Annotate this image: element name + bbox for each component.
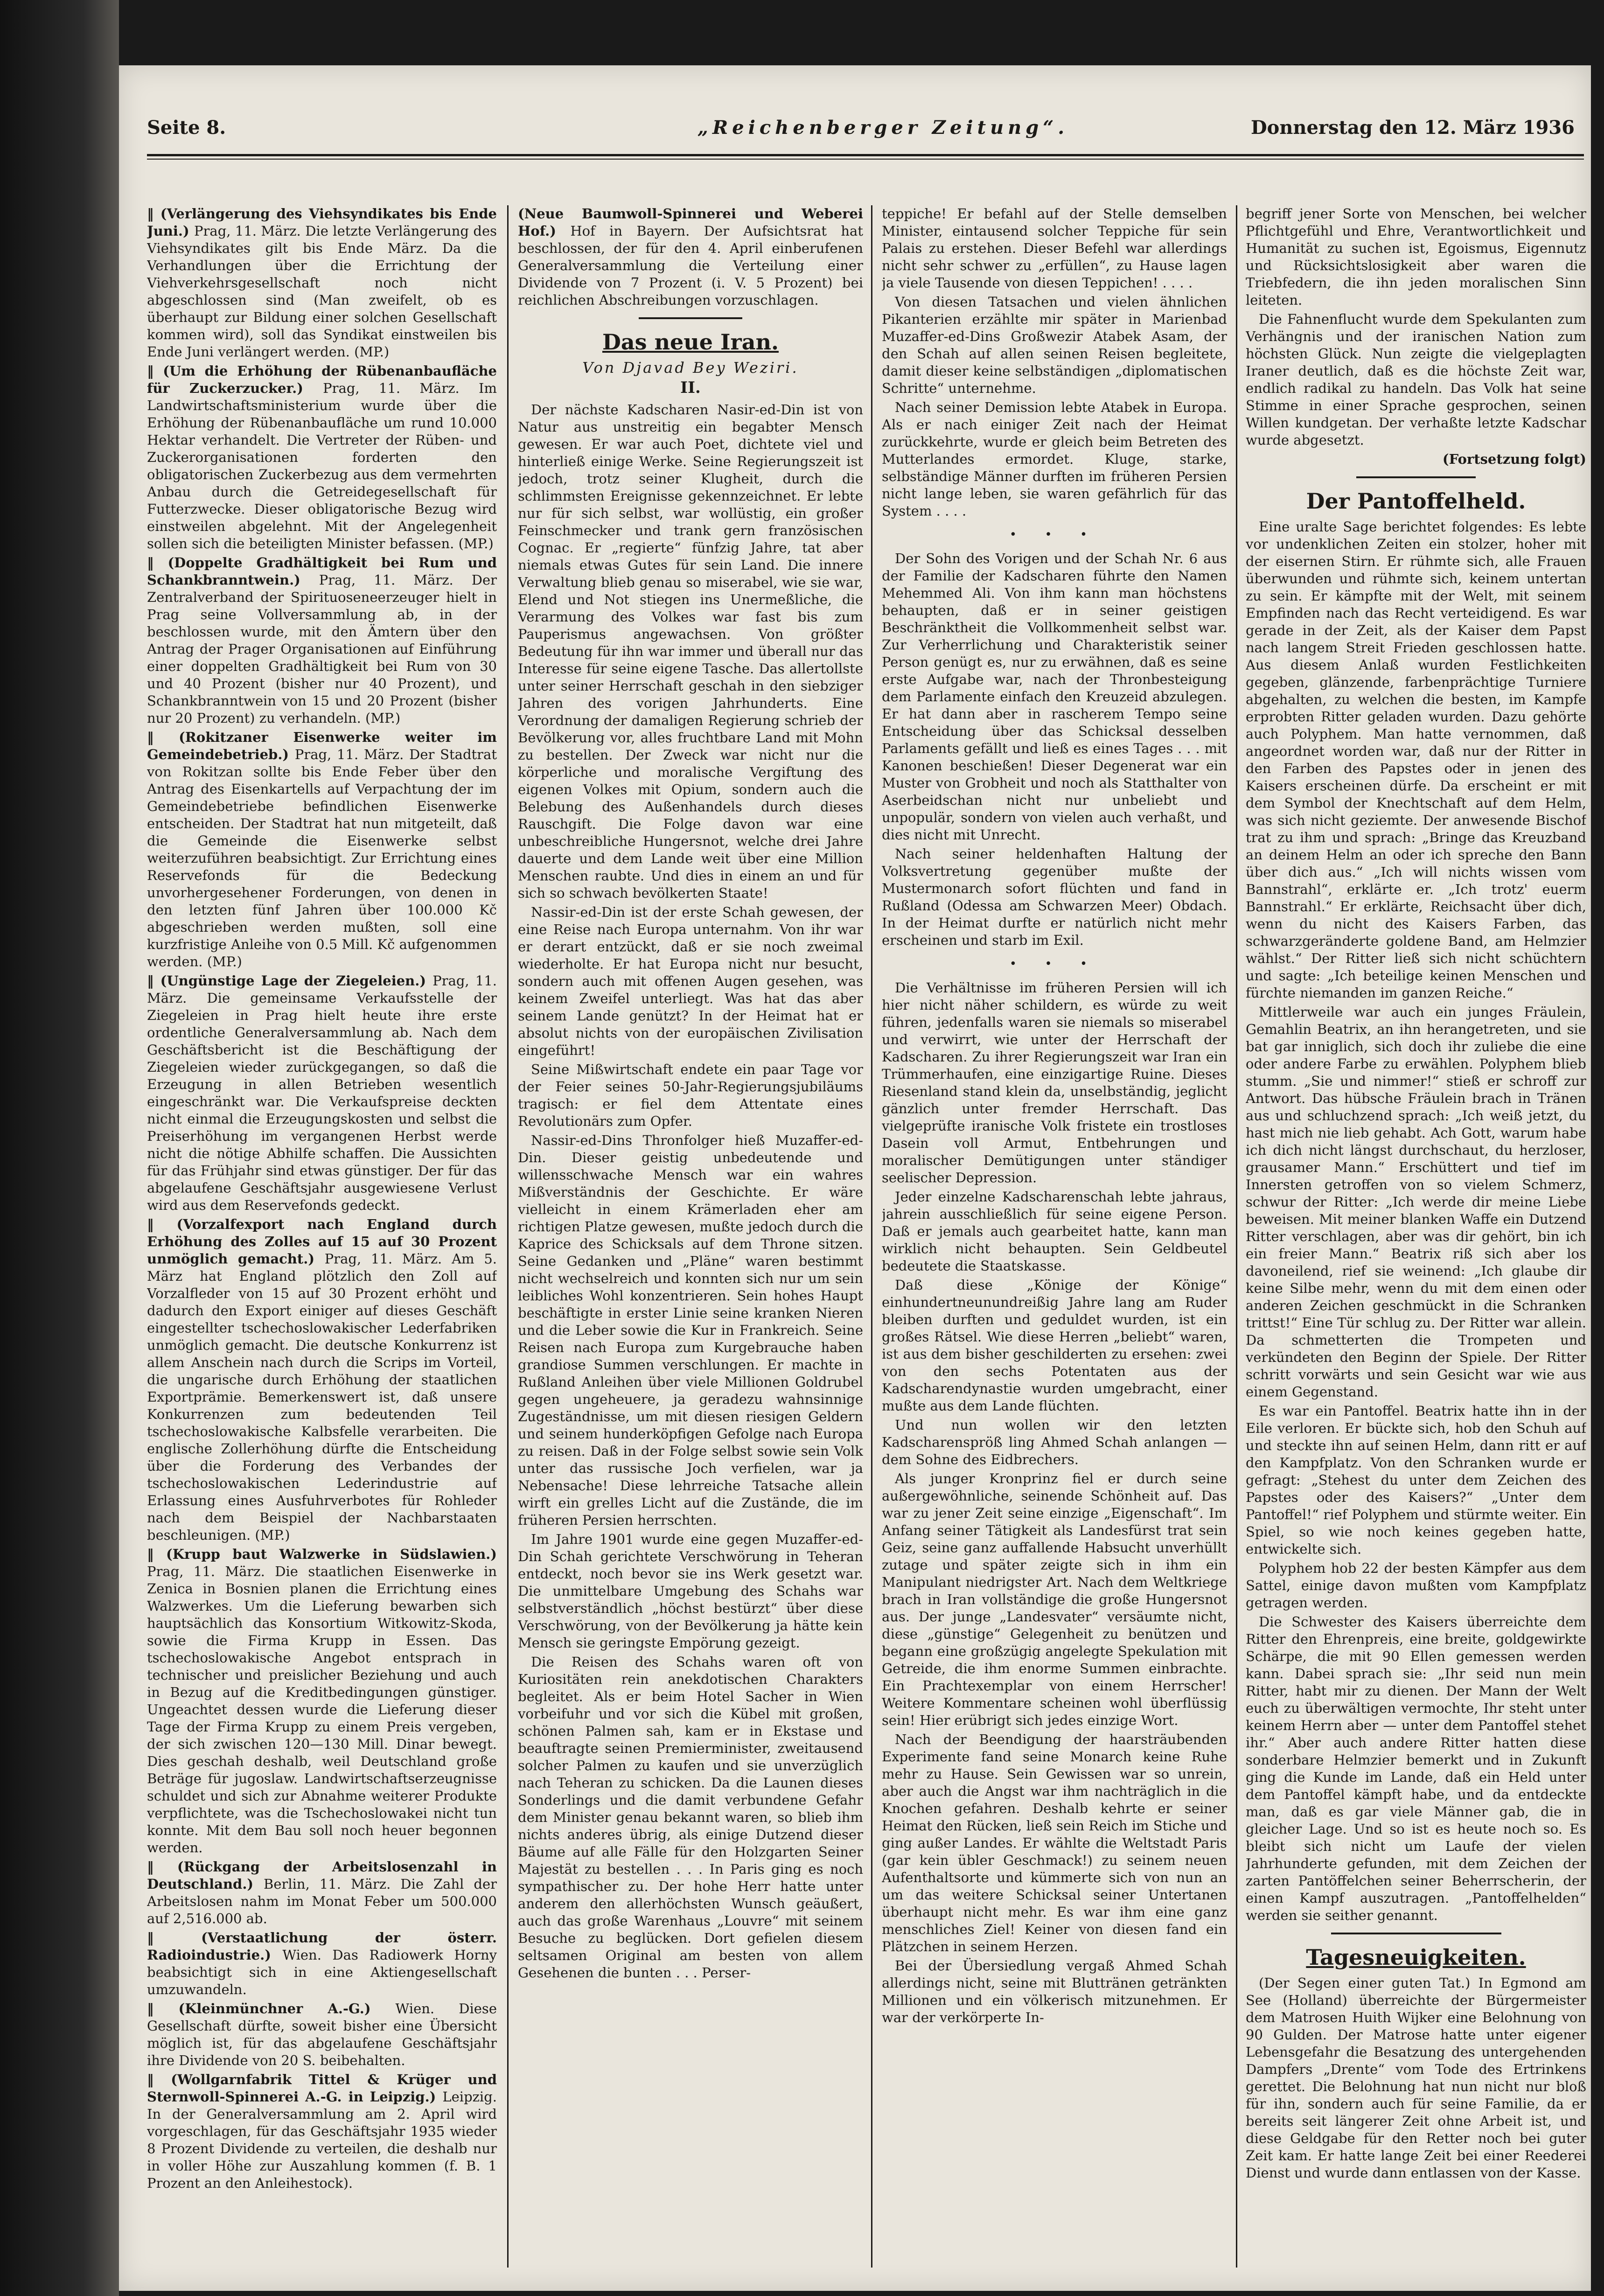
- article-paragraph: Mittlerweile war auch ein junges Fräulein, Gemahlin Beatrix, an ihn herangetreten, und sie bat gar inniglich, sich doch ihr zuliebe die eine oder andere Farbe zu erwählen. Polyphem blieb stumm. „Sie und nimmer!“ stieß er schroff zur Antwort. Das hübsche Fräulein brach in Tränen aus und schluchzend sprach: „Ich weiß jetzt, du hast mich nie lieb gehabt. Ach Gott, warum habe ich dich nicht längst durchschaut, du herzloser, grausamer Mann.“ Erschüttert und tief im Innersten getroffen von so vielem Schmerz, schwur der Ritter: „Ich werde dir meine Liebe beweisen. Mit meiner blanken Waffe ein Dutzend Ritter verschlagen, aber was dir gehört, bin ich ein freier Mann.“ Beatrix riß sich aber los davoneilend, rief sie weinend: „Ich glaube dir keine Silbe mehr, wenn du mit dem einen oder anderen Zeichen geschmückt in die Schranken trittst!“ Eine Tür schlug zu. Der Ritter war allein. Da schmetterten die Trompeten und verkündeten den Beginn der Spiele. Der Ritter schritt vorwärts und sein Gesicht war wie aus einem Gegenstand.: [1246, 1004, 1586, 1400]
- story-title: Der Pantoffelheld.: [1306, 489, 1526, 514]
- news-item-heading: ‖ (Vorzalfexport nach England durch Erhöhung des Zolles auf 15 auf 30 Prozent unmöglich gemacht.): [147, 1216, 497, 1267]
- page-header: [147, 117, 1575, 149]
- article-paragraph: Eine uralte Sage berichtet folgendes: Es lebte vor undenklichen Zeiten ein stolzer, hoher mit der eisernen Stirn. Er rühmte sich, alle Frauen überwunden und rühmte sich, keinem untertan zu sein. Er kämpfte mit der Welt, mit seinem Empfinden nach das Recht verteidigend. Es war gerade in der Zeit, als der Kaiser dem Papst nach langem Streit Frieden geschlossen hatte. Aus diesem Anlaß wurden Festlichkeiten gegeben, glänzende, farbenprächtige Turniere abgehalten, zu welchen die besten, im Kampfe erprobten Ritter geladen wurden. Dazu gehörte auch Polyphem. Man hatte vernommen, daß angeordnet worden war, daß nur der Ritter in den Farben des Papstes oder in jenen des Kaisers erscheinen dürfe. Da erscheint er mit dem Symbol der Knechtschaft auf dem Helm, was sich nicht geziemte. Der anwesende Bischof trat zu ihm und sprach: „Bringe das Kreuzband an deinem Helm an oder ich spreche den Bann über dich aus.“ „Ich will nichts wissen vom Bannstrahl“, erklärte er. „Ich trotz' euerm Bannstrahl.“ Er erklärte, Reichsacht über dich, wenn du nicht des Kaisers Farben, das schwarzgeränderte goldene Band, am Helmzier wählst.“ Der Ritter ließ sich nicht schüchtern und sagte: „Ich beteilige keinen Menschen und fürchte niemanden im ganzen Reiche.“: [1246, 519, 1586, 1001]
- news-item: (Neue Baumwoll-Spinnerei und Weberei Hof.) Hof in Bayern. Der Aufsichtsrat hat beschlossen, der für den 4. April einberufenen Generalversammlung die Verteilung einer Dividende von 7 Prozent (i. V. 5 Prozent) bei reichlichen Abschreibungen vorzuschlagen.: [518, 206, 863, 308]
- news-item: [147, 1546, 497, 1856]
- article-paragraph: Die Reisen des Schahs waren oft von Kuriositäten rein anekdotischen Charakters begleitet. Als er beim Hotel Sacher in Wien vorbeifuhr und vor sich die Kübel mit großen, schönen Palmen sah, kam er in Ekstase und beauftragte seinen Premierminister, zweitausend solcher Palmen zu kaufen und sie unverzüglich nach Teheran zu schicken. Da die Launen dieses Sonderlings und die damit verbundene Gefahr dem Minister genau bekannt waren, so blieb ihm nichts anderes übrig, als einige Dutzend dieser Bäume auf alle Fälle für den Holzgarten Seiner Majestät zu bestellen . . . In Paris ging es noch sympathischer zu. Der hohe Herr hatte unter anderem den allerhöchsten Wunsch geäußert, auch das große Warenhaus „Louvre“ mit seinem Besuche zu beglücken. Dort gefielen diesem seltsamen Original am besten von allem Gesehenen die bunten . . . Perser-: [518, 1654, 863, 1981]
- news-item: [147, 205, 497, 361]
- news-item-heading: ‖ (Um die Erhöhung der Rübenanbaufläche für Zuckerzucker.): [147, 363, 497, 396]
- news-item: [147, 729, 497, 970]
- news-item: [147, 554, 497, 727]
- column-article-2: [882, 205, 1227, 2268]
- news-item-text: Prag, 11. März. Die letzte Verlängerung des Viehsyndikates gilt bis Ende März. Da die Verhandlungen über die Errichtung der Viehverkehrsgesellschaft noch nicht abgeschlossen sind (Man zweifelt, ob es überhaupt zur Bildung einer solchen Gesellschaft kommen wird), soll das Syndikat einstweilen bis Ende Juni verlängert werden. (MP.): [147, 223, 497, 360]
- header-rule-bottom: [147, 159, 1584, 160]
- news-item: [147, 1929, 497, 1998]
- article-paragraph: Der Sohn des Vorigen und der Schah Nr. 6 aus der Familie der Kadscharen führte den Namen Mehemmed Ali. Von ihm kann man höchstens behaupten, daß er in seiner geistigen Beschränktheit die Vollkommenheit selbst war. Zur Verherrlichung und Charakteristik seiner Person genügt es, nur zu erwähnen, daß es seine erste Aufgabe war, nach der Thronbesteigung dem Parlamente einfach den Kreuzeid abzulegen. Er hat dann aber in rascherem Tempo seine Entscheidung über das Schicksal desselben Parlaments gefällt und ließ es eines Tages . . . mit Kanonen beschießen! Dieser Degenerat war ein Muster von Grobheit und noch als Statthalter von Aserbeidschan nicht nur unbeliebt und unpopulär, sondern von vielen auch verhaßt, und dies nicht mit Unrecht.: [882, 551, 1227, 843]
- article-paragraph: Als junger Kronprinz fiel er durch seine außergewöhnliche, seinende Schönheit auf. Das war zu jener Zeit seine einzige „Eigenschaft“. Im Anfang seiner Tätigkeit als Landesfürst trat sein Geiz, seine ganz auffallende Habsucht unverhüllt zutage und später zeigte sich in ihm ein Manipulant niedrigster Art. Nach dem Weltkriege brach in Iran vollständige die große Hungersnot aus. Der junge „Landesvater“ versäumte nicht, diese „günstige“ Gelegenheit zu benützen und begann eine großzügig angelegte Spekulation mit Getreide, die ihm enorme Summen einbrachte. Ein Prachtexemplar von einem Herrscher! Weitere Kommentare scheinen wohl überflüssig sein! Hier erübrigt sich jedes einzige Wort.: [882, 1471, 1227, 1728]
- column-separator: [507, 205, 509, 2268]
- news-item-text: Prag, 11. März. Der Zentralverband der Spirituoseneerzeuger hielt in Prag seine Vollversammlung ab, in der beschlossen wurde, mit den Ämtern über den Antrag der Prager Organisationen auf Einführung einer doppelten Gradhältigkeit bei Rum von 30 und 40 Prozent (bisher nur 40 Prozent), und Schankbranntwein von 15 und 20 Prozent (bisher nur 20 Prozent) zu verhandeln. (MP.): [147, 572, 497, 726]
- news-item-text: Prag, 11. März. Die gemeinsame Verkaufsstelle der Ziegeleien in Prag hielt heute ihre erste ordentliche Generalversammlung ab. Nach dem Geschäftsbericht ist die Beschäftigung der Ziegeleien wieder zurückgegangen, so daß die Erzeugung in allen Betrieben wesentlich eingeschränkt war. Die Verkaufspreise deckten nicht einmal die Erzeugungskosten und selbst die Preiserhöhung im vergangenen Herbst werde nicht die nötige Abhilfe schaffen. Die Aussichten für das Frühjahr sind etwas günstiger. Der für das abgelaufene Geschäftsjahr ausgewiesene Verlust wird aus dem Reservefonds gedeckt.: [147, 973, 497, 1213]
- article-paragraph: Der nächste Kadscharen Nasir-ed-Din ist von Natur aus unstreitig ein begabter Mensch gewesen. Er war auch Poet, dichtete viel und hinterließ einige Werke. Seine Regierungszeit ist jedoch, trotz seiner Klugheit, durch die schlimmsten Ereignisse gekennzeichnet. Er lebte nur für sich selbst, war wollüstig, ein großer Feinschmecker und trank gern französischen Cognac. Er „regierte“ fünfzig Jahre, tat aber niemals etwas Gutes für sein Land. Die innere Verwaltung blieb genau so miserabel, wie sie war, Elend und Not stiegen ins Unermeßliche, die Verarmung des Volkes war fast bis zum Pauperismus angewachsen. Von größter Bedeutung für ihn war immer und überall nur das Interesse für seine eigene Tasche. Das allertollste unter seiner Herrschaft geschah in den siebziger Jahren des vorigen Jahrhunderts. Eine Verordnung der damaligen Regierung schrieb der Bevölkerung vor, alles fruchtbare Land mit Mohn zu bestellen. Der Zweck war nicht nur die körperliche und moralische Vergiftung des eigenen Volkes mit Opium, sondern auch die Belebung des Außenhandels durch dieses Rauschgift. Die Folge davon war eine unbeschreibliche Hungersnot, welche drei Jahre dauerte und dem Lande weit über eine Million Menschen raubte. Und dies in einem an und für sich so schwach bevölkerten Staate!: [518, 402, 863, 901]
- separator-line: [1331, 1933, 1501, 1934]
- news-section-title: Tagesneuigkeiten.: [1306, 1945, 1526, 1970]
- column-feuilleton: [1246, 205, 1586, 2268]
- article-part: II.: [680, 378, 701, 397]
- article-paragraph: begriff jener Sorte von Menschen, bei welcher Pflichtgefühl und Ehre, Verantwortlichkeit und Humanität zu suchen ist, Egoismus, Eigennutz und Rücksichtslosigkeit aber waren die Triebfedern, die ihn jeden moralischen Sinn leiteten.: [1246, 206, 1586, 308]
- section-divider: • • •: [1009, 957, 1100, 971]
- news-item-text: Berlin, 11. März. Die Zahl der Arbeitslosen nahm im Monat Feber um 500.000 auf 2,516.000 ab.: [147, 1876, 497, 1926]
- article-paragraph: Jeder einzelne Kadscharenschah lebte jahraus, jahrein ausschließlich für seine eigene Person. Daß er jemals auch gearbeitet hatte, kann man wirklich nicht behaupten. Sein Geldbeutel bedeutete die Staatskasse.: [882, 1189, 1227, 1274]
- article-paragraph: Und nun wollen wir den letzten Kadscharenspröß ling Ahmed Schah anlangen — dem Sohne des Eidbrechers.: [882, 1417, 1227, 1467]
- column-economy: [147, 205, 497, 2268]
- article-byline: Von Djavad Bey Weziri.: [582, 359, 799, 377]
- news-item-heading: ‖ (Ungünstige Lage der Ziegeleien.): [147, 973, 433, 989]
- news-item: (Der Segen einer guten Tat.) In Egmond am See (Holland) überreichte der Bürgermeister dem Matrosen Huith Wijker eine Belohnung von 90 Gulden. Der Matrose hatte unter eigener Lebensgefahr die Besatzung des untergehenden Dampfers „Drente“ vom Tode des Ertrinkens gerettet. Die Belohnung hat nun nicht nur bloß für ihn, sondern auch für seine Familie, da er bereits seit längerer Zeit ohne Arbeit ist, und diese Geldgabe für den Retter noch bei guter Zeit kam. Er hatte lange Zeit bei einer Reederei Dienst und wurde dann entlassen von der Kasse.: [1246, 1975, 1586, 2181]
- article-paragraph: Die Verhältnisse im früheren Persien will ich hier nicht näher schildern, es würde zu weit führen, jedenfalls waren sie niemals so miserabel und verwirrt, wie unter der Herrschaft der Kadscharen. Zu ihrer Regierungszeit war Iran ein Trümmerhaufen, eine einzigartige Ruine. Dieses Riesenland stand klein da, unselbständig, jeglicht gänzlich unter fremder Herrschaft. Das vielgeprüfte iranische Volk fristete ein trostloses Dasein voll Armut, Entbehrungen und moralischer Demütigungen unter ständiger seelischer Depression.: [882, 980, 1227, 1186]
- news-item: [147, 363, 497, 552]
- article-paragraph: Nach der Beendigung der haarsträubenden Experimente fand seine Monarch keine Ruhe mehr zu Hause. Sein Gewissen war so unrein, aber auch die Angst war ihm nachträglich in die Knochen gefahren. Deshalb kehrte er seiner Heimat den Rücken, ließ sein Reich im Stiche und ging außer Landes. Er wählte die Weltstadt Paris (gar kein übler Geschmack!) zu seinem neuen Aufenthaltsorte und kümmerte sich von nun an um das weitere Schicksal seiner Untertanen überhaupt nicht mehr. Es war ihm eine ganz menschliches Ziel! Keiner von diesen fand ein Plätzchen in seinem Herzen.: [882, 1731, 1227, 1954]
- separator-line: [1356, 476, 1476, 478]
- news-item-text: Prag, 11. März. Im Landwirtschaftsministerium wurde über die Erhöhung der Rübenanbaufläche um rund 10.000 Hektar verhandelt. Die Vertreter der Rüben- und Zuckerorganisationen forderten den obligatorischen Zuckerbezug aus dem vermehrten Anbau durch die Getreidegesellschaft für Futterzwecke. Dieser obligatorische Bezug wird einstweilen abgelehnt. Mit der Angelegenheit sollen sich die beteiligten Minister befassen. (MP.): [147, 380, 497, 551]
- article-paragraph: Polyphem hob 22 der besten Kämpfer aus dem Sattel, einige davon mußten vom Kampfplatz getragen werden.: [1246, 1560, 1586, 1611]
- article-paragraph: teppiche! Er befahl auf der Stelle demselben Minister, eintausend solcher Teppiche für sein Palais zu erstehen. Dieser Befehl war allerdings nicht sehr schwer zu „erfüllen“, zu Hause lagen ja viele Tausende von diesen Teppichen! . . . .: [882, 206, 1227, 291]
- article-paragraph: Nach seiner Demission lebte Atabek in Europa. Als er nach einiger Zeit nach der Heimat zurückkehrte, wurde er gleich beim Betreten des Mutterlandes ermordet. Kluge, starke, selbständige Männer durften im früheren Persien nicht lange leben, sie waren gefährlich für das System . . . .: [882, 399, 1227, 519]
- section-divider: • • •: [1009, 528, 1100, 542]
- column-separator: [1236, 205, 1237, 2268]
- separator-line: [639, 317, 742, 319]
- article-paragraph: Seine Mißwirtschaft endete ein paar Tage vor der Feier seines 50-Jahr-Regierungsjubiläums tragisch: er fiel dem Attentate eines Revolutionärs zum Opfer.: [518, 1061, 863, 1129]
- continued-note: (Fortsetzung folgt): [1442, 451, 1586, 467]
- news-item-heading: ‖ (Kleinmünchner A.-G.): [147, 2001, 396, 2017]
- issue-date: Donnerstag den 12. März 1936: [1250, 117, 1575, 139]
- news-item-heading: ‖ (Rückgang der Arbeitslosenzahl in Deutschland.): [147, 1859, 497, 1892]
- article-body: [518, 401, 863, 1982]
- news-item: [147, 972, 497, 1214]
- news-item-text: Prag, 11. März. Der Stadtrat von Rokitzan sollte bis Ende Feber über den Antrag des Eisenkartells auf Verpachtung der im Gemeindebetriebe befindlichen Eisenwerke entscheiden. Der Stadtrat hat nun mitgeteilt, daß die Gemeinde die Eisenwerke selbst weiterzuführen beabsichtigt. Zur Errichtung eines Reservefonds für die Bedeckung unvorhergesehener Forderungen, von denen in den letzten fünf Jahren über 100.000 Kč abgeschrieben werden mußten, soll eine kurzfristige Anleihe von 0.5 Mill. Kč aufgenommen werden. (MP.): [147, 747, 497, 970]
- newspaper-title: „Reichenberger Zeitung“.: [697, 117, 1069, 139]
- newspaper-page: [119, 65, 1591, 2291]
- article-paragraph: Daß diese „Könige der Könige“ einhundertneunundreißig Jahre lang am Ruder bleiben durften und geduldet wurden, ist ein großes Rätsel. Wie diese Herren „beliebt“ waren, ist aus dem bisher geschilderten zu ersehen: zwei von den sechs Potentaten aus der Kadscharendynastie wurden umgebracht, einer mußte aus dem Lande flüchten.: [882, 1277, 1227, 1414]
- article-paragraph: Nassir-ed-Dins Thronfolger hieß Muzaffer-ed-Din. Dieser geistig unbedeutende und willensschwache Mensch war ein wahres Mißverständnis der Geschichte. Er wäre vielleicht in einem Krämerladen eher am richtigen Platze gewesen, mußte jedoch durch die Kaprice des Schicksals auf dem Throne sitzen. Seine Gedanken und „Pläne“ waren bestimmt nicht wechselreich und konnten sich nur um sein leibliches Wohl konzentrieren. Sein hohes Haupt beschäftigte in erster Linie seine kranken Nieren und die Leber sowie die Kur in Frankreich. Seine Reisen nach Europa zum Kurgebrauche haben grandiose Summen verschlungen. Er machte in Rußland Anleihen über viele Millionen Goldrubel gegen ungeheuere, ja geradezu wahnsinnige Zugeständnisse, um mit diesen riesigen Geldern und seinem hunderköpfigen Gefolge nach Europa zu reisen. Daß in der Folge selbst sowie sein Volk unter das russische Joch verfielen, war ja Nebensache! Diese lehrreiche Tatsache allein wirft ein grelles Licht auf die Zustände, die im früheren Persien herrschten.: [518, 1132, 863, 1528]
- news-item-heading: ‖ (Rokitzaner Eisenwerke weiter im Gemeindebetrieb.): [147, 729, 497, 762]
- column-article-1: [518, 205, 863, 2268]
- news-item-text: Leipzig. In der Generalversammlung am 2. April wird vorgeschlagen, für das Geschäftsjahr 1935 wieder 8 Prozent Dividende zu verteilen, die deshalb nur in voller Höhe zur Auszahlung kommen (f. B. 1 Prozent an den Anleihestock).: [147, 2089, 497, 2191]
- column-separator: [871, 205, 872, 2268]
- article-paragraph: Im Jahre 1901 wurde eine gegen Muzaffer-ed-Din Schah gerichtete Verschwörung in Teheran entdeckt, noch bevor sie ins Werk gesetzt war. Die unmittelbare Umgebung des Schahs war selbstverständlich „höchst bestürzt“ über diese Verschwörung, von der Bevölkerung ja hätte kein Mensch sie geringste Empörung gezeigt.: [518, 1531, 863, 1651]
- news-item: [147, 2071, 497, 2192]
- page-number: Seite 8.: [147, 117, 226, 139]
- news-item: [147, 2000, 497, 2069]
- article-paragraph: Nach seiner heldenhaften Haltung der Volksvertretung gegenüber mußte der Mustermonarch sofort flüchten und fand in Rußland (Odessa am Schwarzen Meer) Obdach. In der Heimat durfte er natürlich nicht mehr erscheinen und starb im Exil.: [882, 846, 1227, 948]
- article-paragraph: Nassir-ed-Din ist der erste Schah gewesen, der eine Reise nach Europa unternahm. Von ihr war er derart entzückt, daß er sie noch zweimal wiederholte. Er hat Europa nicht nur besucht, sondern auch mit offenen Augen gesehen, was keinem Zweifel unterliegt. Was hat das aber seinem Lande genützt? In der Heimat hat er absolut nichts von der europäischen Zivilisation eingeführt!: [518, 904, 863, 1058]
- story-body: [1246, 518, 1586, 1924]
- news-item-heading: ‖ (Verstaatlichung der österr. Radioindustrie.): [147, 1930, 497, 1963]
- article-paragraph: Die Fahnenflucht wurde dem Spekulanten zum Verhängnis und der iranischen Nation zum höchsten Glück. Nun zeigte die vielgeplagten Iraner deutlich, daß es die höchste Zeit war, endlich radikal zu handeln. Das Volk hat seine Stimme in einer Sprache gesprochen, seinen Willen kundgetan. Der verhaßte letzte Kadschar wurde abgesetzt.: [1246, 311, 1586, 448]
- news-item-text: Wien. Diese Gesellschaft dürfte, soweit bisher eine Übersicht möglich ist, für das abgelaufene Geschäftsjahr ihre Dividende von 20 S. beibehalten.: [147, 2001, 497, 2068]
- news-item: [147, 1216, 497, 1544]
- article-paragraph: Es war ein Pantoffel. Beatrix hatte ihn in der Eile verloren. Er bückte sich, hob den Schuh auf und steckte ihn auf seinen Helm, dann ritt er auf den Kampfplatz. Von den Schranken wurde er gefragt: „Stehest du unter dem Zeichen des Papstes oder des Kaisers?“ „Unter dem Pantoffel!“ rief Polyphem und stürmte weiter. Ein Spiel, so wie noch keines gegeben hatte, entwickelte sich.: [1246, 1403, 1586, 1557]
- news-item-text: Prag, 11. März. Die staatlichen Eisenwerke in Zenica in Bosnien planen die Errichtung eines Walzwerkes. Um die Lieferung bewarben sich hauptsächlich das Konsortium Witkowitz-Skoda, sowie die Firma Krupp in Essen. Das tschechoslowakische Angebot entsprach in technischer und preislicher Beziehung und auch in Bezug auf die Kreditbedingungen günstiger. Ungeachtet dessen wurde die Lieferung dieser Tage der Firma Krupp zu einem Preis vergeben, der sich zwischen 120—130 Mill. Dinar bewegt. Dies geschah deshalb, weil Deutschland große Beträge für jugoslaw. Landwirtschaftserzeugnisse schuldet und sich zur Abnahme weiterer Produkte verpflichtete, was die Tschechoslowakei nicht tun konnte. Mit dem Bau soll noch heuer begonnen werden.: [147, 1563, 497, 1856]
- article-paragraph: Von diesen Tatsachen und vielen ähnlichen Pikanterien erzählte mir später in Marienbad Muzaffer-ed-Dins Großwezir Atabek Asam, der den Schah auf allen seinen Reisen begleitete, damit dieser keine selbständigen „diplomatischen Schritte“ unternehme.: [882, 294, 1227, 396]
- scan-edge: [0, 0, 119, 2296]
- header-rule-top: [147, 154, 1584, 156]
- news-item-heading: ‖ (Krupp baut Walzwerke in Südslawien.): [147, 1546, 497, 1562]
- news-item-heading: ‖ (Wollgarnfabrik Tittel & Krüger und Sternwoll-Spinnerei A.-G. in Leipzig.): [147, 2072, 497, 2105]
- article-title: Das neue Iran.: [602, 329, 779, 355]
- news-item-heading: ‖ (Verlängerung des Viehsyndikates bis Ende Juni.): [147, 206, 497, 239]
- news-item-text: Prag, 11. März. Am 5. März hat England plötzlich den Zoll auf Vorzalfleder von 15 auf 30 Prozent erhöht und dadurch den Export einiger auf dieses Geschäft eingestellter tschechoslowakischer Lederfabriken unmöglich gemacht. Die deutsche Konkurrenz ist allem Anschein nach durch die Scrips im Vorteil, die ungarische durch Erhöhung der staatlichen Exportprämie. Bemerkenswert ist, daß unsere Konkurrenzen zum bedeutenden Teil tschechoslowakische Kalbsfelle verarbeiten. Die englische Zollerhöhung dürfte die Entscheidung über die Forderung des Verbandes der tschechoslowakischen Lederindustrie auf Erlassung eines Ausfuhrverbotes für Rohleder nach dem Beispiel der Nachbarstaaten beschleunigen. (MP.): [147, 1251, 497, 1543]
- article-paragraph: Bei der Übersiedlung vergaß Ahmed Schah allerdings nicht, seine mit Bluttränen getränkten Millionen und ein völkerisch mitzunehmen. Er war der verkörperte In-: [882, 1958, 1227, 2025]
- news-item-text: Wien. Das Radiowerk Horny beabsichtigt sich in eine Aktiengesellschaft umzuwandeln.: [147, 1947, 497, 1997]
- article-paragraph: Die Schwester des Kaisers überreichte dem Ritter den Ehrenpreis, eine breite, goldgewirkte Schärpe, die mit 90 Ellen gemessen werden kann. Dabei sprach sie: „Ihr seid nun mein Ritter, habt mir zu dienen. Der Mann der Welt euch zu überwältigen vermochte, Ihr steht unter keinem Herrn aber — unter dem Pantoffel stehet ihr.“ Aber auch andere Ritter hatten diese sonderbare Helmzier bemerkt und in Zukunft ging die Kunde im Lande, daß ein Held unter dem Pantoffel kämpft habe, und da entdeckte man, daß es gar viele Männer gab, die in gleicher Lage. Und so ist es heute noch so. Es bleibt sich nicht um Laufe der vielen Jahrhunderte gefunden, mit dem Zeichen der zarten Pantöffelchen seiner Beherrscherin, der einen Kampf auszutragen. „Pantoffelhelden“ werden sie seither genannt.: [1246, 1614, 1586, 1923]
- news-item: [147, 1858, 497, 1927]
- news-item-heading: ‖ (Doppelte Gradhältigkeit bei Rum und Schankbranntwein.): [147, 555, 497, 588]
